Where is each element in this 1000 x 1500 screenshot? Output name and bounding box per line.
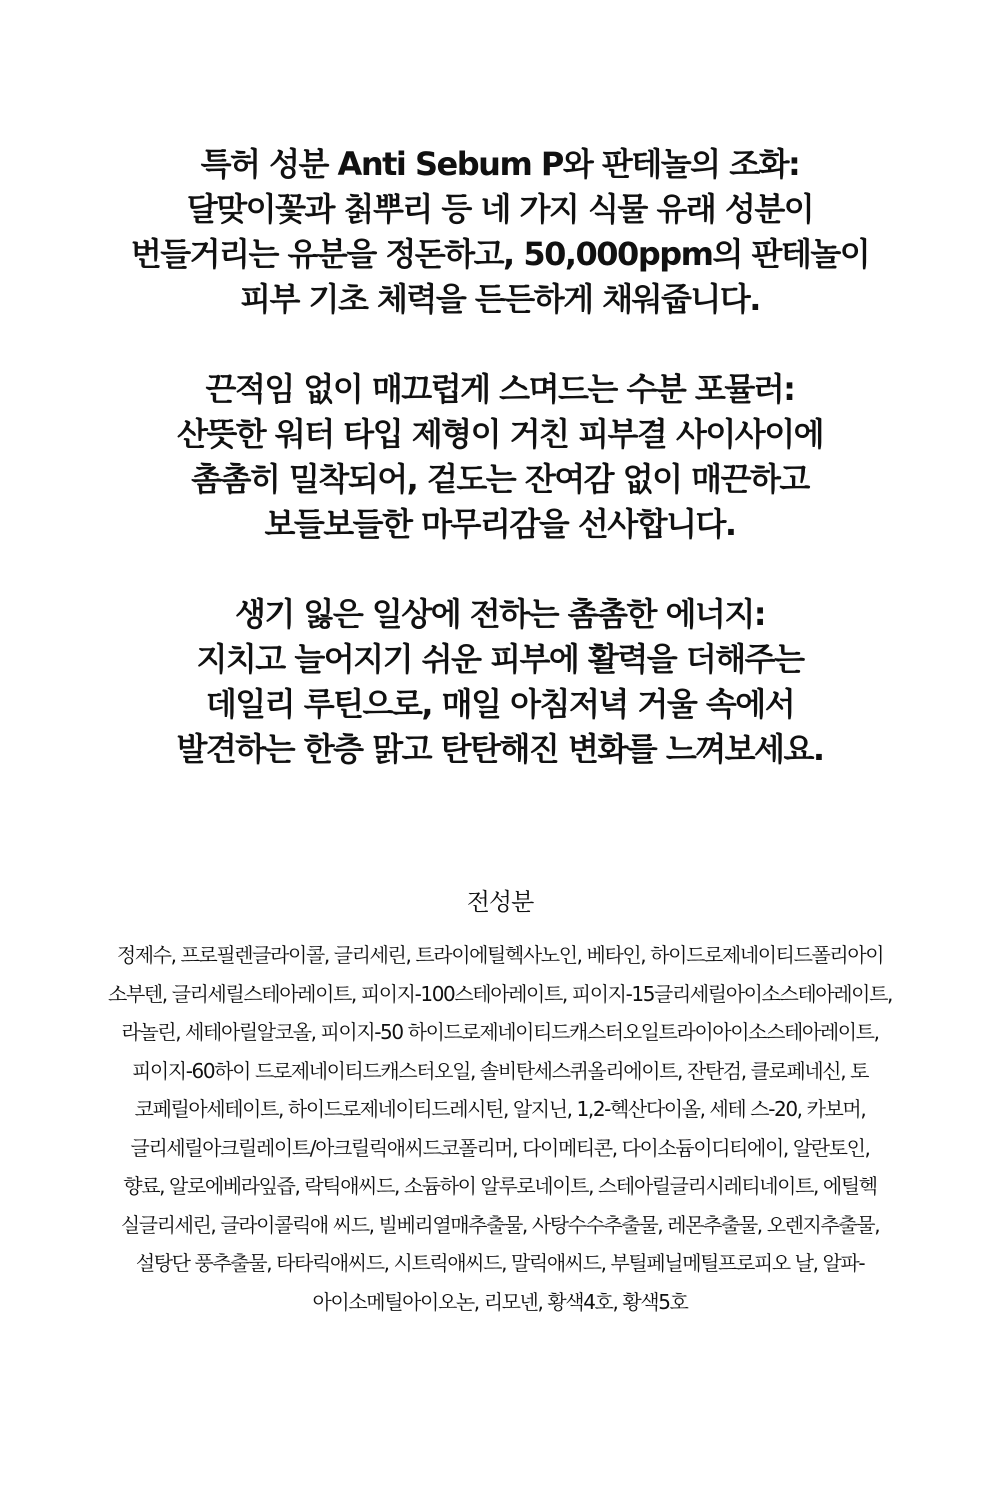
paragraph-line: 지치고 늘어지기 쉬운 피부에 활력을 더해주는 [196,640,804,678]
ingredients-line: 피이지-60하이 드로제네이티드캐스터오일, 솔비탄세스퀴올리에이트, 잔탄검, 클로페네신, 토 [131,1058,869,1083]
ingredients-line: 아이소메틸아이오논, 리모넨, 황색4호, 황색5호 [312,1289,688,1314]
ingredients-line: 소부텐, 글리세릴스테아레이트, 피이지-100스테아레이트, 피이지-15글리세릴아이소스테아레이트, [108,981,892,1006]
paragraph-heading: 끈적임 없이 매끄럽게 스며드는 수분 포뮬러: [205,370,795,408]
paragraph-line: 보들보들한 마무리감을 선사합니다. [264,505,736,543]
paragraph-line: 번들거리는 유분을 정돈하고, 50,000ppm의 판테놀이 [130,235,870,273]
paragraph-heading: 특허 성분 Anti Sebum P와 판테놀의 조화: [200,145,800,183]
paragraph-line: 달맞이꽃과 칡뿌리 등 네 가지 식물 유래 성분이 [186,190,814,228]
ingredients-line: 실글리세린, 글라이콜릭애 씨드, 빌베리열매추출물, 사탕수수추출물, 레몬추출물, 오렌지추출물, [120,1212,880,1237]
paragraph-line: 산뜻한 워터 타입 제형이 거친 피부결 사이사이에 [176,415,824,453]
ingredients-line: 정제수, 프로필렌글라이콜, 글리세린, 트라이에틸헥사노인, 베타인, 하이드로제네이티드폴리아이 [116,943,884,967]
paragraph-line: 촘촘히 밀착되어, 겉도는 잔여감 없이 매끈하고 [191,460,809,498]
ingredients-line: 설탕단 풍추출물, 타타릭애씨드, 시트릭애씨드, 말릭애씨드, 부틸페닐메틸프로피오 날, 알파- [135,1251,865,1275]
description-paragraph-3 [0,592,1000,772]
paragraph-line: 데일리 루틴으로, 매일 아침저녁 거울 속에서 [205,685,795,723]
ingredients-line: 향료, 알로에베라잎즙, 락틱애씨드, 소듐하이 알루로네이트, 스테아릴글리시레티네이트, 에틸헥 [123,1174,877,1198]
paragraph-line: 발견하는 한층 맑고 탄탄해진 변화를 느껴보세요. [176,730,824,768]
description-paragraph-1 [0,142,1000,322]
paragraph-line: 피부 기초 체력을 든든하게 채워줍니다. [240,280,760,318]
description-paragraph-2 [0,367,1000,547]
paragraph-heading: 생기 잃은 일상에 전하는 촘촘한 에너지: [234,595,766,633]
ingredients-title: 전성분 [466,888,534,916]
ingredients-line: 라놀린, 세테아릴알코올, 피이지-50 하이드로제네이티드캐스터오일트라이아이소스테아레이트, [121,1020,879,1044]
ingredients-line: 코페릴아세테이트, 하이드로제네이티드레시틴, 알지닌, 1,2-헥산다이올, 세테 스-20, 카보머, [134,1097,866,1121]
ingredients-line: 글리세릴아크릴레이트/아크릴릭애씨드코폴리머, 다이메티콘, 다이소듐이디티에이, 알란토인, [130,1135,870,1160]
ingredients-section [0,882,1000,1321]
product-description [0,142,1000,817]
